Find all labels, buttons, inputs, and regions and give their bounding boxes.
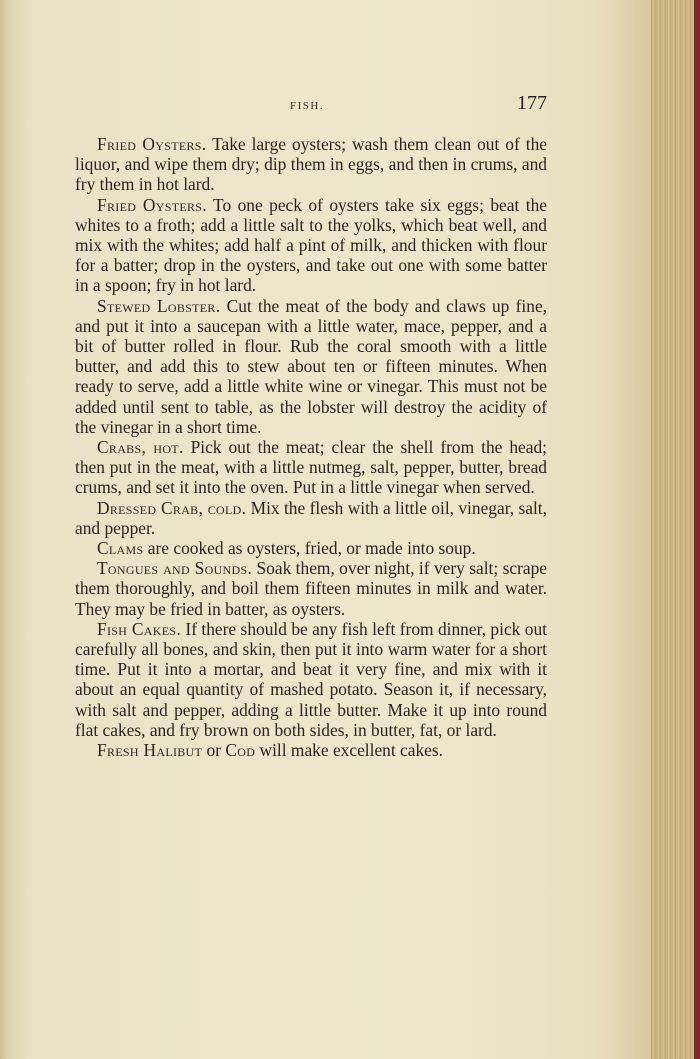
recipe-heading: Fish Cakes. [97, 618, 181, 639]
recipe-heading: Fried Oysters. [97, 134, 207, 154]
recipe-body: are cooked as oysters, fried, or made into soup. [143, 538, 476, 559]
section-title: FISH. [290, 100, 325, 112]
book-cover-edge [694, 0, 700, 1059]
recipe-dressed-crab [75, 498, 547, 538]
recipe-fish-cakes [75, 619, 547, 740]
recipe-body-end: will make excellent cakes. [255, 740, 444, 761]
recipe-halibut-cod [75, 740, 547, 760]
recipe-text [75, 134, 547, 760]
recipe-heading: Clams [97, 538, 144, 559]
recipe-heading-secondary: Cod [225, 740, 256, 761]
page-edges [651, 0, 700, 1059]
recipe-body: or [202, 740, 226, 761]
recipe-fried-oysters-1 [75, 134, 547, 195]
recipe-crabs-hot [75, 437, 547, 498]
page-number: 177 [517, 92, 547, 114]
recipe-body: To one peck of oysters take six eggs; beat the whites to a froth; add a little salt to the yolks, which beat well, and mix with the whites; add half a pint of milk, and thicken with flour for a batter; drop in the oysters, and take out one with some batter in a spoon; fry in hot lard. [75, 194, 547, 296]
recipe-heading: Crabs, hot. [97, 437, 184, 458]
recipe-body: If there should be any fish left from dinner, pick out carefully all bones, and skin, then put it into warm water for a short time. Put it into a mortar, and beat it very fine, and mix with it about an equal quantity of mashed potato. Season it, if necessary, with salt and pepper, adding a little butter. Make it up into round flat cakes, and fry brown on both sides, in butter, fat, or lard. [75, 618, 547, 740]
recipe-body: Mix the flesh with a little oil, vinegar, salt, and pepper. [75, 497, 547, 538]
recipe-tongues-sounds [75, 558, 547, 619]
running-head [75, 92, 547, 120]
recipe-fried-oysters-2 [75, 195, 547, 296]
recipe-heading: Stewed Lobster. [97, 295, 221, 316]
recipe-stewed-lobster [75, 296, 547, 437]
recipe-body: Pick out the meat; clear the shell from the head; then put in the meat, with a little nutmeg, salt, pepper, butter, bread crums, and set it into the oven. Put in a little vinegar when served. [75, 437, 547, 498]
recipe-heading: Fresh Halibut [97, 740, 203, 761]
recipe-heading: Dressed Crab, cold. [97, 497, 247, 518]
recipe-body: Take large oysters; wash them clean out of the liquor, and wipe them dry; dip them in eggs, and then in crums, and fry them in hot lard. [75, 134, 547, 195]
recipe-body: Cut the meat of the body and claws up fine, and put it into a saucepan with a little water, mace, pepper, and a bit of butter rolled in flour. Rub the coral smooth with a little butter, and add this to stew about ten or fifteen minutes. When ready to serve, add a little white wine or vinegar. This must not be added until sent to table, as the lobster will destroy the acidity of the vinegar in a short time. [75, 295, 548, 437]
recipe-heading: Fried Oysters. [97, 194, 207, 215]
recipe-heading: Tongues and Sounds. [97, 558, 253, 579]
recipe-clams [75, 538, 547, 558]
recipe-body: Soak them, over night, if very salt; scrape them thoroughly, and boil them fifteen minutes in milk and water. They may be fried in batter, as oysters. [75, 558, 547, 619]
